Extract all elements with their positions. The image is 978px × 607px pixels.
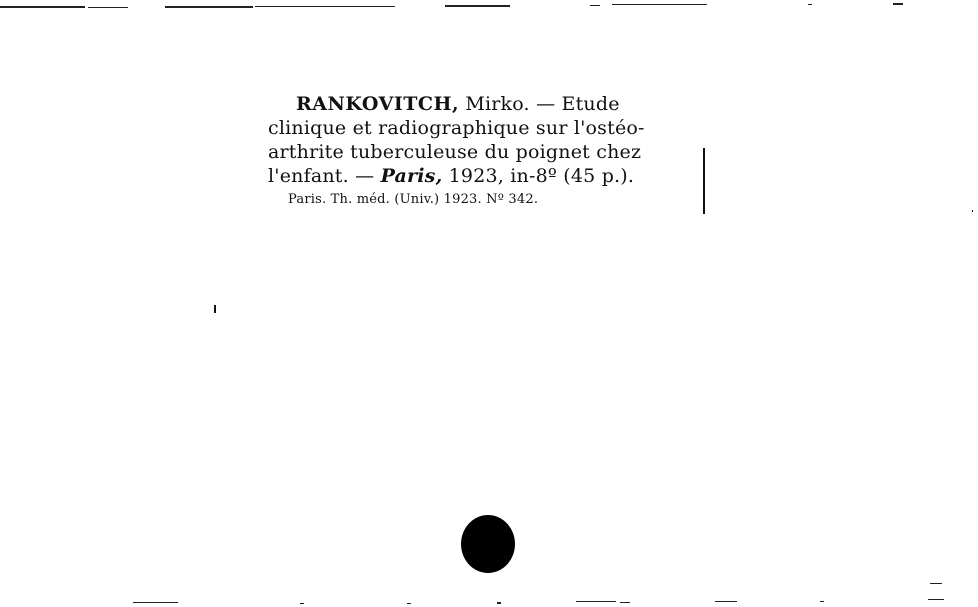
scan-edge-mark [88, 7, 128, 8]
punch-hole [461, 515, 515, 573]
entry-line-4 [268, 164, 693, 188]
imprint: 1923, in-8º (45 p.). [448, 165, 635, 187]
entry-line-2: clinique et radiographique sur l'ostéo- [268, 117, 645, 139]
scan-edge-mark [133, 602, 178, 603]
author-surname: RANKOVITCH, [296, 93, 460, 115]
bibliographic-entry [268, 92, 693, 188]
scan-edge-mark [620, 602, 630, 603]
title-end: l'enfant. [268, 165, 349, 187]
margin-rule [703, 148, 705, 214]
scan-edge-mark [612, 4, 707, 5]
scan-edge-mark [808, 4, 812, 5]
scan-edge-mark [255, 6, 395, 7]
title-start: Etude [561, 93, 620, 115]
scan-edge-mark [715, 601, 737, 602]
scan-edge-mark [893, 3, 903, 5]
scan-edge-mark [497, 602, 501, 604]
scan-edge-mark [930, 583, 942, 584]
entry-line-1 [268, 92, 693, 116]
separator-dash: — [536, 93, 556, 115]
scan-edge-mark [445, 5, 510, 7]
scan-edge-mark [0, 6, 85, 8]
stray-mark [972, 210, 973, 212]
author-given-name: Mirko. [465, 93, 530, 115]
scan-edge-mark [820, 601, 824, 602]
stray-mark [214, 305, 216, 313]
scan-edge-mark [590, 5, 600, 6]
scan-edge-mark [928, 599, 944, 600]
entry-line-3: arthrite tuberculeuse du poignet chez [268, 141, 642, 163]
scan-edge-mark [165, 6, 253, 8]
thesis-note: Paris. Th. méd. (Univ.) 1923. Nº 342. [288, 192, 539, 207]
scan-edge-mark [576, 601, 616, 602]
publication-place: Paris, [380, 165, 443, 187]
scan-edge-mark [300, 603, 304, 604]
separator-dash: — [355, 165, 375, 187]
scan-edge-mark [407, 603, 411, 604]
